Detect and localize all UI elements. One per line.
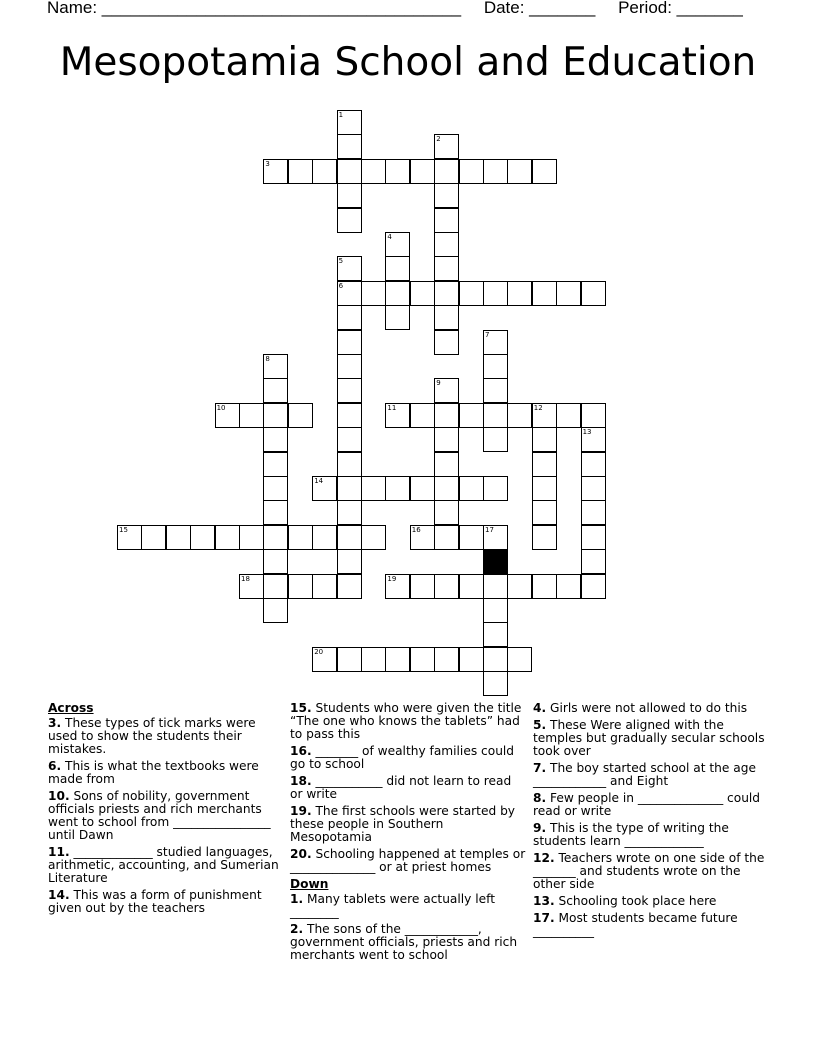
clue-across-18: 18. ___________ did not learn to read or write — [290, 774, 512, 801]
grid-cell[interactable] — [263, 525, 288, 550]
grid-cell[interactable] — [263, 427, 288, 452]
grid-cell[interactable] — [434, 330, 459, 355]
grid-cell[interactable] — [337, 549, 362, 574]
grid-cell[interactable] — [434, 647, 459, 672]
grid-cell[interactable] — [312, 159, 337, 184]
grid-cell[interactable] — [581, 476, 606, 501]
grid-cell[interactable] — [385, 232, 410, 257]
grid-cell[interactable] — [361, 159, 386, 184]
grid-cell[interactable] — [288, 525, 313, 550]
grid-cell[interactable] — [483, 403, 508, 428]
name-field: Name: ______________________________________ — [47, 0, 462, 17]
grid-cell[interactable] — [532, 574, 557, 599]
grid-cell[interactable] — [483, 671, 508, 696]
grid-cell[interactable] — [507, 281, 532, 306]
grid-cell[interactable] — [483, 378, 508, 403]
grid-cell[interactable] — [410, 647, 435, 672]
grid-cell[interactable] — [166, 525, 191, 550]
cell-number: 16 — [411, 525, 421, 534]
grid-cell[interactable] — [337, 281, 362, 306]
cell-number: 10 — [216, 403, 226, 412]
grid-cell[interactable] — [483, 427, 508, 452]
grid-cell[interactable] — [385, 159, 410, 184]
grid-cell[interactable] — [581, 452, 606, 477]
cell-number: 2 — [436, 135, 441, 144]
grid-cell[interactable] — [337, 476, 362, 501]
grid-cell[interactable] — [337, 574, 362, 599]
grid-cell[interactable] — [312, 525, 337, 550]
grid-cell[interactable] — [532, 403, 557, 428]
clue-across-20: 20. Schooling happened at temples or ______________ or at priest homes — [290, 847, 526, 874]
grid-cell[interactable] — [263, 403, 288, 428]
grid-cell[interactable] — [532, 476, 557, 501]
grid-cell[interactable] — [288, 159, 313, 184]
grid-cell[interactable] — [385, 281, 410, 306]
grid-cell[interactable] — [361, 281, 386, 306]
grid-cell[interactable] — [385, 403, 410, 428]
grid-cell[interactable] — [263, 574, 288, 599]
grid-cell[interactable] — [434, 500, 459, 525]
grid-cell[interactable] — [434, 232, 459, 257]
clue-across-11: 11. _____________ studied languages, arithmetic, accounting, and Sumerian Literature — [48, 845, 279, 885]
grid-cell[interactable] — [483, 622, 508, 647]
grid-cell[interactable] — [459, 281, 484, 306]
cell-number: 3 — [265, 159, 270, 168]
grid-cell[interactable] — [337, 183, 362, 208]
grid-cell[interactable] — [337, 256, 362, 281]
grid-cell[interactable] — [483, 281, 508, 306]
grid-cell[interactable] — [532, 427, 557, 452]
grid-cell[interactable] — [337, 378, 362, 403]
clue-across-16: 16. _______ of wealthy families could go to school — [290, 744, 515, 771]
grid-cell[interactable] — [263, 159, 288, 184]
grid-cell[interactable] — [459, 647, 484, 672]
grid-cell[interactable] — [434, 452, 459, 477]
grid-cell[interactable] — [337, 427, 362, 452]
grid-cell[interactable] — [483, 647, 508, 672]
grid-cell[interactable] — [434, 134, 459, 159]
grid-cell[interactable] — [434, 208, 459, 233]
grid-cell[interactable] — [239, 525, 264, 550]
grid-cell[interactable] — [434, 525, 459, 550]
grid-cell[interactable] — [581, 525, 606, 550]
grid-cell[interactable] — [385, 476, 410, 501]
grid-cell[interactable] — [141, 525, 166, 550]
clue-across-6: 6. This is what the textbooks were made from — [48, 759, 259, 786]
clue-down-12: 12. Teachers wrote on one side of the _______ and students wrote on the other side — [533, 851, 765, 891]
cell-number: 19 — [387, 574, 397, 583]
grid-cell[interactable] — [483, 330, 508, 355]
grid-cell[interactable] — [385, 305, 410, 330]
grid-cell[interactable] — [215, 403, 240, 428]
clue-down-8: 8. Few people in ______________ could read or write — [533, 791, 761, 818]
grid-cell[interactable] — [434, 183, 459, 208]
grid-cell[interactable] — [337, 305, 362, 330]
grid-cell[interactable] — [337, 525, 362, 550]
grid-cell[interactable] — [434, 305, 459, 330]
grid-cell[interactable] — [532, 159, 557, 184]
grid-cell[interactable] — [312, 647, 337, 672]
grid-cell[interactable] — [581, 574, 606, 599]
grid-cell[interactable] — [385, 574, 410, 599]
grid-cell[interactable] — [459, 476, 484, 501]
across-heading: Across — [48, 701, 94, 715]
grid-cell[interactable] — [532, 281, 557, 306]
clue-column-1 — [48, 702, 280, 919]
grid-cell[interactable] — [434, 427, 459, 452]
grid-cell[interactable] — [263, 549, 288, 574]
grid-cell[interactable] — [434, 281, 459, 306]
grid-cell[interactable] — [532, 525, 557, 550]
grid-cell[interactable] — [337, 330, 362, 355]
grid-cell[interactable] — [410, 476, 435, 501]
grid-cell[interactable] — [361, 647, 386, 672]
grid-cell[interactable] — [410, 574, 435, 599]
grid-cell[interactable] — [459, 159, 484, 184]
grid-cell[interactable] — [581, 500, 606, 525]
grid-cell[interactable] — [263, 452, 288, 477]
cell-number: 1 — [338, 111, 344, 119]
grid-cell[interactable] — [507, 647, 532, 672]
clue-down-1: 1. Many tablets were actually left ________ — [290, 892, 495, 919]
grid-cell[interactable] — [288, 574, 313, 599]
grid-cell[interactable] — [337, 500, 362, 525]
grid-cell[interactable] — [483, 574, 508, 599]
grid-cell[interactable] — [361, 476, 386, 501]
clue-column-3 — [533, 702, 769, 942]
grid-cell[interactable] — [337, 647, 362, 672]
grid-cell[interactable] — [263, 476, 288, 501]
cell-number: 11 — [387, 403, 397, 412]
grid-cell[interactable] — [312, 476, 337, 501]
cell-number: 9 — [436, 379, 441, 388]
cell-number: 6 — [338, 281, 344, 290]
clue-down-9: 9. This is the type of writing the students learn _____________ — [533, 821, 729, 848]
grid-cell[interactable] — [190, 525, 215, 550]
clue-across-3: 3. These types of tick marks were used to show the students their mistakes. — [48, 716, 256, 756]
cell-number: 12 — [533, 403, 543, 412]
cell-number: 20 — [314, 647, 324, 656]
grid-cell[interactable] — [556, 574, 581, 599]
cell-number: 5 — [338, 257, 344, 266]
grid-cell[interactable] — [434, 574, 459, 599]
grid-cell[interactable] — [507, 403, 532, 428]
clue-down-7: 7. The boy started school at the age ____________ and Eight — [533, 761, 756, 788]
period-field: Period: _______ — [618, 0, 743, 17]
grid-cell[interactable] — [215, 525, 240, 550]
grid-cell[interactable] — [337, 110, 362, 135]
clue-down-4: 4. Girls were not allowed to do this — [533, 701, 748, 715]
grid-cell[interactable] — [507, 159, 532, 184]
grid-cell[interactable] — [459, 574, 484, 599]
grid-cell[interactable] — [239, 403, 264, 428]
grid-cell[interactable] — [337, 208, 362, 233]
grid-cell[interactable] — [434, 378, 459, 403]
cell-number: 14 — [314, 477, 324, 485]
cell-number: 4 — [387, 233, 392, 241]
grid-cell[interactable] — [556, 281, 581, 306]
grid-cell[interactable] — [312, 574, 337, 599]
clue-down-2: 2. The sons of the ____________, government officials, priests and rich merchants went to school — [290, 922, 518, 962]
black-cell — [483, 549, 508, 574]
grid-cell[interactable] — [483, 525, 508, 550]
date-field: Date: _______ — [483, 0, 596, 17]
grid-cell[interactable] — [483, 598, 508, 623]
grid-cell[interactable] — [410, 525, 435, 550]
grid-cell[interactable] — [361, 525, 386, 550]
grid-cell[interactable] — [337, 452, 362, 477]
grid-cell[interactable] — [483, 476, 508, 501]
grid-cell[interactable] — [337, 159, 362, 184]
grid-cell[interactable] — [434, 403, 459, 428]
grid-cell[interactable] — [581, 281, 606, 306]
grid-cell[interactable] — [410, 403, 435, 428]
grid-cell[interactable] — [507, 574, 532, 599]
grid-cell[interactable] — [532, 500, 557, 525]
grid-cell[interactable] — [288, 403, 313, 428]
cell-number: 17 — [485, 525, 494, 534]
grid-cell[interactable] — [263, 598, 288, 623]
cell-number: 18 — [241, 574, 250, 583]
page-title: Mesopotamia School and Education — [59, 40, 757, 85]
grid-cell[interactable] — [532, 452, 557, 477]
clue-across-15: 15. Students who were given the title “The one who knows the tablets” had to pass this — [290, 701, 522, 741]
grid-cell[interactable] — [581, 403, 606, 428]
grid-cell[interactable] — [556, 403, 581, 428]
grid-cell[interactable] — [410, 281, 435, 306]
grid-cell[interactable] — [483, 159, 508, 184]
clue-down-13: 13. Schooling took place here — [533, 894, 717, 908]
grid-cell[interactable] — [263, 500, 288, 525]
grid-cell[interactable] — [434, 159, 459, 184]
cell-number: 13 — [582, 428, 592, 437]
grid-cell[interactable] — [410, 159, 435, 184]
grid-cell[interactable] — [385, 647, 410, 672]
clue-column-2 — [290, 702, 526, 966]
grid-cell[interactable] — [239, 574, 264, 599]
grid-cell[interactable] — [263, 354, 288, 379]
grid-cell[interactable] — [263, 378, 288, 403]
grid-cell[interactable] — [337, 403, 362, 428]
grid-cell[interactable] — [459, 403, 484, 428]
clue-across-10: 10. Sons of nobility, government officials priests and rich merchants went to school from ________________ until Dawn — [48, 789, 271, 842]
grid-cell[interactable] — [581, 427, 606, 452]
grid-cell[interactable] — [581, 549, 606, 574]
grid-cell[interactable] — [337, 134, 362, 159]
clue-down-5: 5. These Were aligned with the temples but gradually secular schools took over — [533, 718, 765, 758]
down-heading: Down — [290, 877, 329, 891]
cell-number: 7 — [485, 330, 490, 339]
grid-cell[interactable] — [385, 256, 410, 281]
grid-cell[interactable] — [117, 525, 142, 550]
grid-cell[interactable] — [483, 354, 508, 379]
clue-down-17: 17. Most students became future __________ — [533, 911, 738, 938]
grid-cell[interactable] — [434, 256, 459, 281]
grid-cell[interactable] — [434, 476, 459, 501]
grid-cell[interactable] — [337, 354, 362, 379]
cell-number: 15 — [119, 525, 128, 534]
cell-number: 8 — [265, 355, 270, 363]
grid-cell[interactable] — [459, 525, 484, 550]
clue-across-19: 19. The first schools were started by these people in Southern Mesopotamia — [290, 804, 516, 844]
clue-across-14: 14. This was a form of punishment given out by the teachers — [48, 888, 262, 915]
